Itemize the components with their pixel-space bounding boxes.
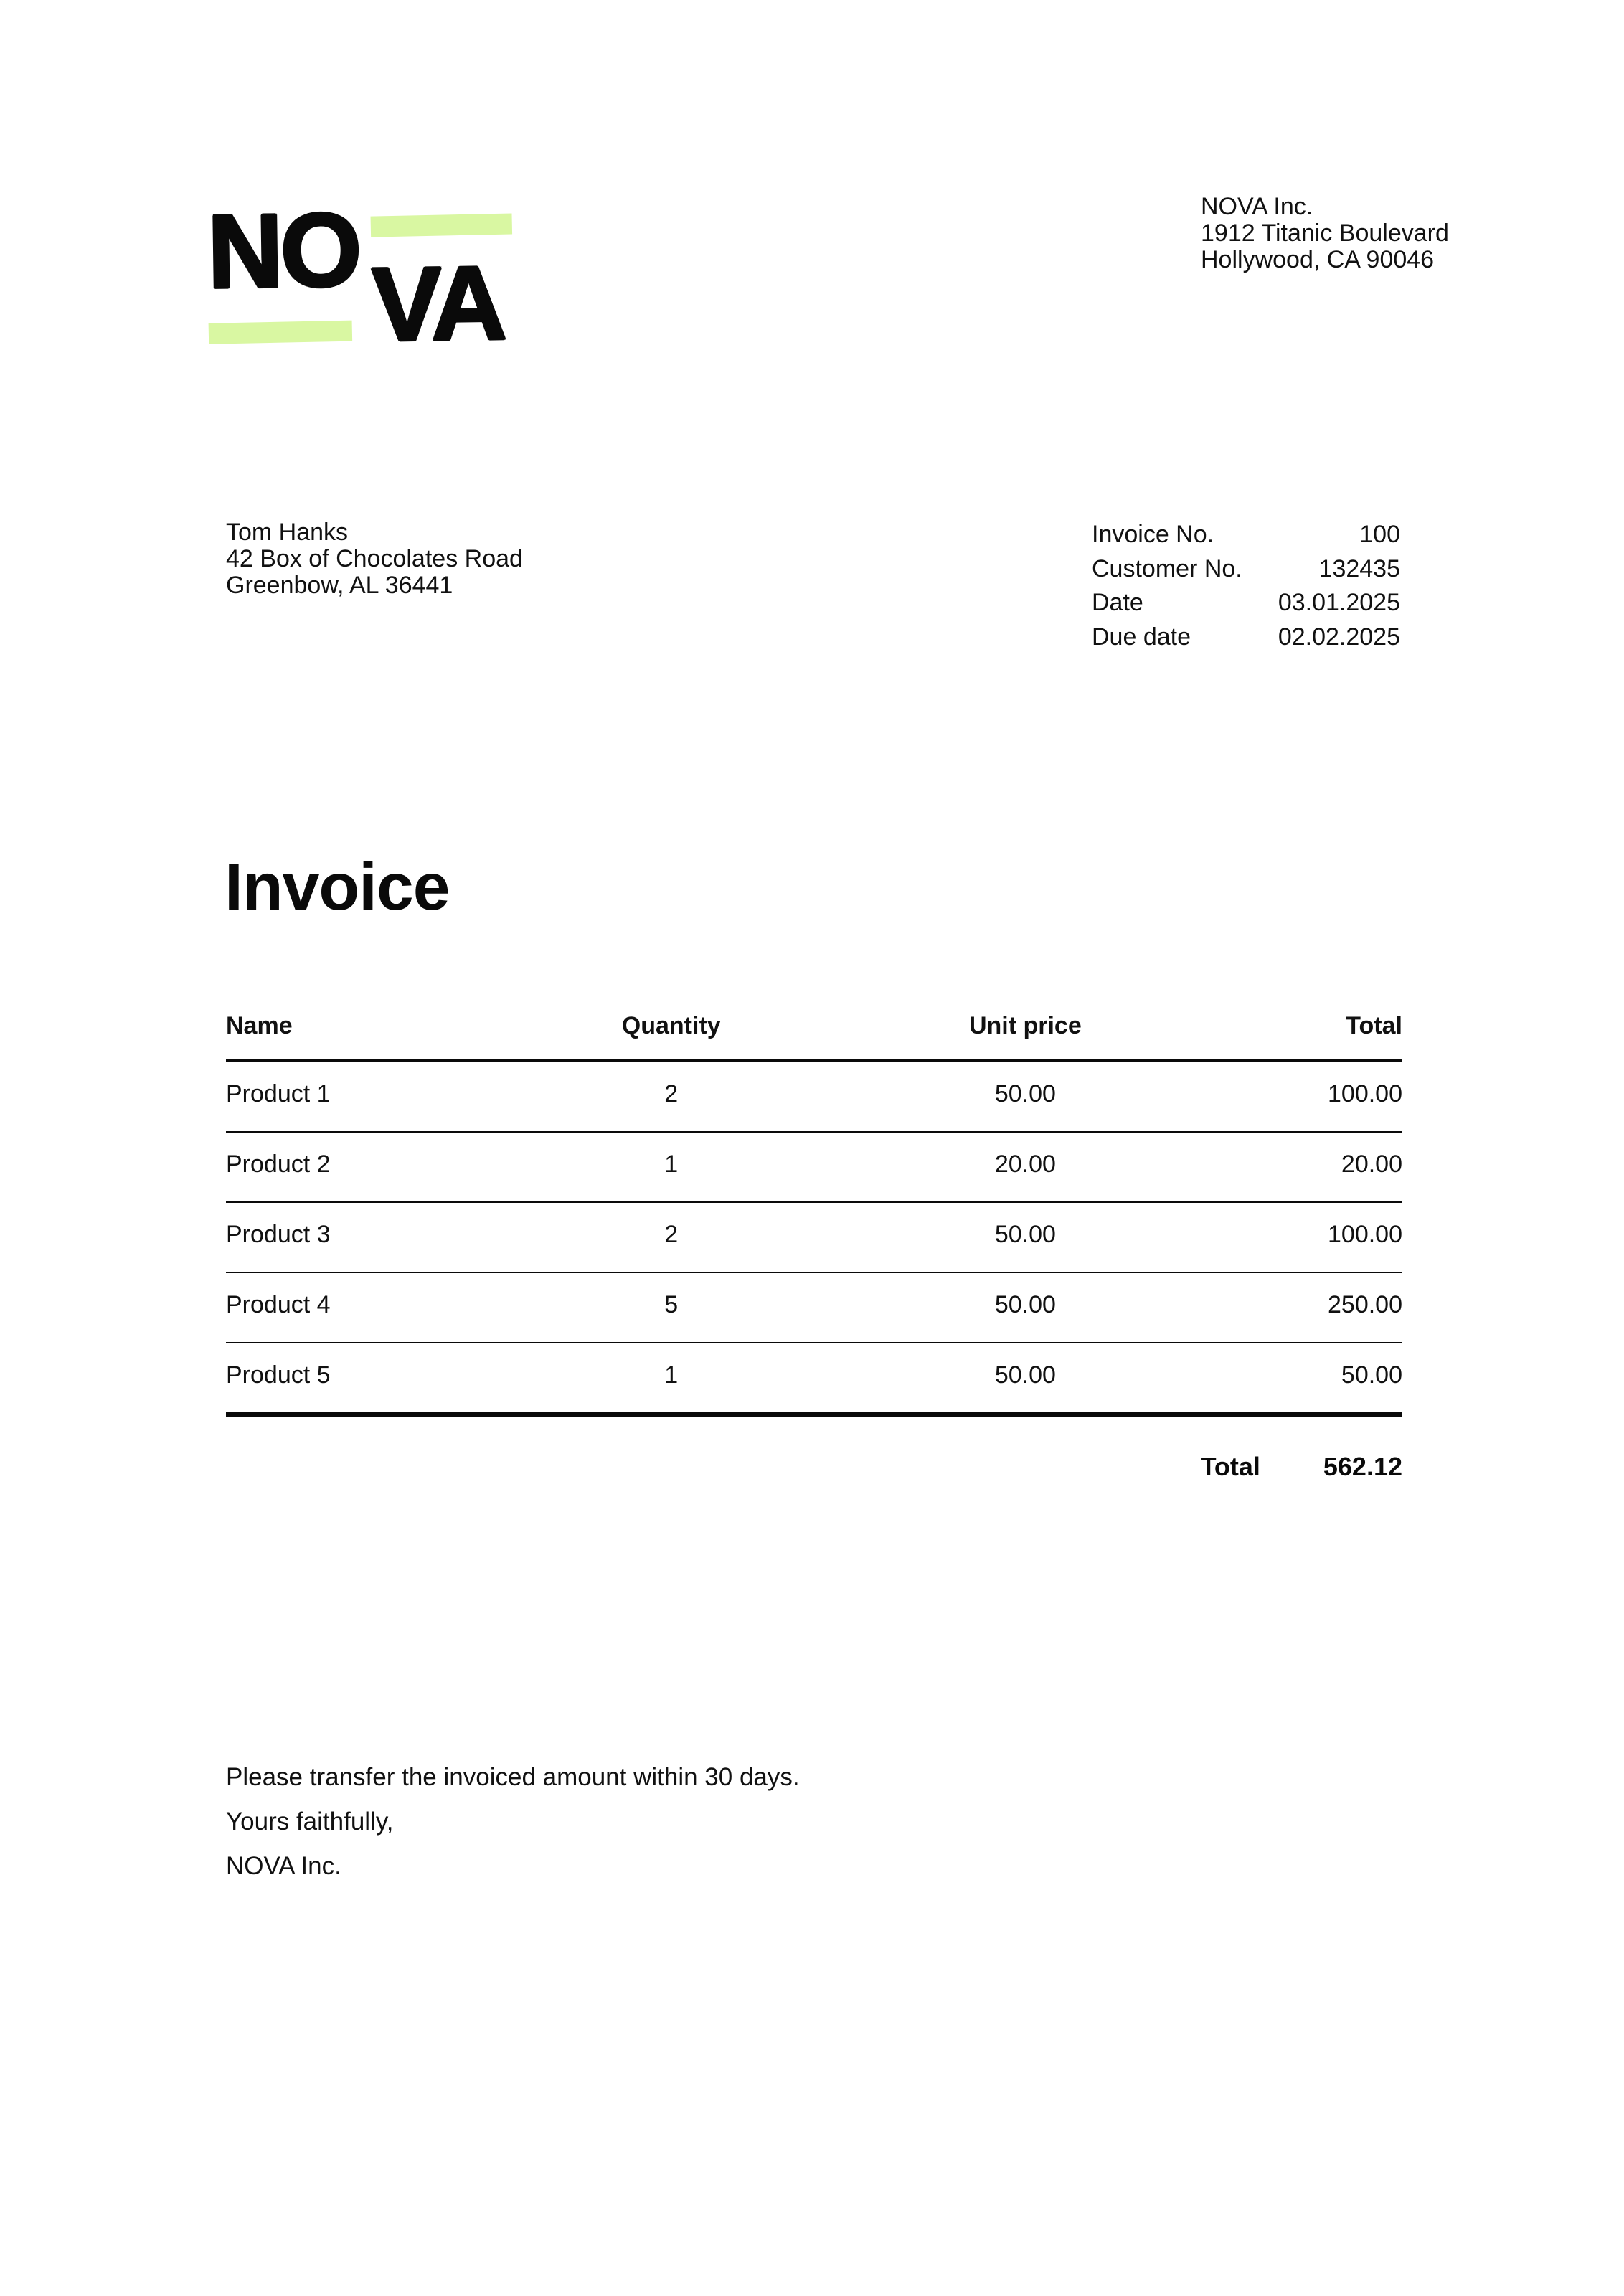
table-header-row bbox=[226, 1003, 1402, 1061]
due-date-value: 02.02.2025 bbox=[1278, 623, 1400, 651]
customer-address-line: Greenbow, AL 36441 bbox=[226, 572, 453, 599]
item-unit-price: 50.00 bbox=[822, 1202, 1228, 1272]
total-value: 562.12 bbox=[1323, 1452, 1402, 1481]
logo-text-va: VA bbox=[371, 244, 505, 363]
item-name: Product 1 bbox=[226, 1061, 520, 1133]
table-row bbox=[226, 1202, 1402, 1272]
item-quantity: 2 bbox=[520, 1061, 822, 1133]
item-name: Product 5 bbox=[226, 1343, 520, 1414]
invoice-total bbox=[1201, 1452, 1402, 1481]
item-unit-price: 20.00 bbox=[822, 1132, 1228, 1202]
item-unit-price: 50.00 bbox=[822, 1343, 1228, 1414]
due-date-label: Due date bbox=[1092, 623, 1191, 651]
item-name: Product 2 bbox=[226, 1132, 520, 1202]
invoice-details bbox=[1092, 518, 1400, 654]
table-row bbox=[226, 1061, 1402, 1133]
due-date-row bbox=[1092, 620, 1400, 655]
header-total: Total bbox=[1228, 1003, 1402, 1061]
header-name: Name bbox=[226, 1003, 520, 1061]
customer-address bbox=[226, 519, 523, 599]
nova-logo bbox=[207, 191, 524, 379]
table-row bbox=[226, 1272, 1402, 1343]
invoice-date-label: Date bbox=[1092, 589, 1143, 616]
header-quantity: Quantity bbox=[520, 1003, 822, 1061]
item-total: 50.00 bbox=[1228, 1343, 1402, 1414]
signoff-line: Yours faithfully, bbox=[226, 1808, 394, 1836]
table-row bbox=[226, 1132, 1402, 1202]
logo-accent-bar-top bbox=[371, 213, 513, 237]
company-address-line: 1912 Titanic Boulevard bbox=[1201, 219, 1449, 247]
logo-accent-bar-bottom bbox=[209, 321, 353, 344]
line-items-table bbox=[226, 1003, 1402, 1417]
item-unit-price: 50.00 bbox=[822, 1272, 1228, 1343]
invoice-date-row bbox=[1092, 586, 1400, 620]
closing-note bbox=[226, 1755, 800, 1889]
item-name: Product 4 bbox=[226, 1272, 520, 1343]
invoice-number-value: 100 bbox=[1359, 521, 1400, 548]
customer-number-value: 132435 bbox=[1318, 554, 1400, 582]
item-total: 250.00 bbox=[1228, 1272, 1402, 1343]
item-quantity: 5 bbox=[520, 1272, 822, 1343]
item-quantity: 1 bbox=[520, 1343, 822, 1414]
company-address-line: NOVA Inc. bbox=[1201, 193, 1313, 220]
item-total: 20.00 bbox=[1228, 1132, 1402, 1202]
company-address-line: Hollywood, CA 90046 bbox=[1201, 246, 1435, 273]
page-title: Invoice bbox=[225, 849, 450, 924]
logo-text-no: NO bbox=[207, 191, 360, 311]
item-total: 100.00 bbox=[1228, 1202, 1402, 1272]
customer-number-row bbox=[1092, 552, 1400, 587]
invoice-number-label: Invoice No. bbox=[1092, 521, 1214, 548]
item-name: Product 3 bbox=[226, 1202, 520, 1272]
item-total: 100.00 bbox=[1228, 1061, 1402, 1133]
customer-address-line: 42 Box of Chocolates Road bbox=[226, 545, 523, 572]
payment-instruction: Please transfer the invoiced amount within 30 days. bbox=[226, 1763, 800, 1791]
customer-name: Tom Hanks bbox=[226, 519, 349, 546]
customer-number-label: Customer No. bbox=[1092, 554, 1242, 582]
item-unit-price: 50.00 bbox=[822, 1061, 1228, 1133]
company-address bbox=[1201, 194, 1449, 273]
invoice-date-value: 03.01.2025 bbox=[1278, 589, 1400, 616]
item-quantity: 1 bbox=[520, 1132, 822, 1202]
item-quantity: 2 bbox=[520, 1202, 822, 1272]
total-label: Total bbox=[1200, 1452, 1260, 1481]
table-row bbox=[226, 1343, 1402, 1414]
signoff-company: NOVA Inc. bbox=[226, 1852, 341, 1880]
header-unit-price: Unit price bbox=[822, 1003, 1228, 1061]
invoice-number-row bbox=[1092, 518, 1400, 552]
